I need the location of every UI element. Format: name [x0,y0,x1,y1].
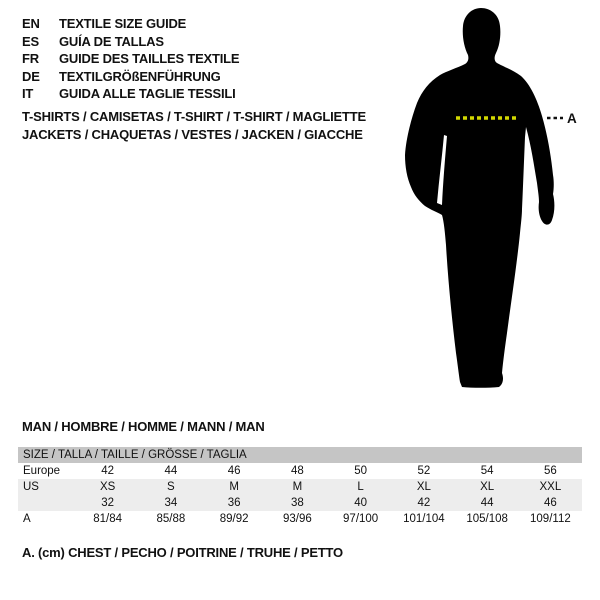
table-cell: 101/104 [403,513,445,525]
language-label: GUIDE DES TAILLES TEXTILE [59,51,240,66]
language-code: EN [22,16,40,31]
measurement-footnote: A. (cm) CHEST / PECHO / POITRINE / TRUHE / PETTO [22,545,343,560]
table-cell: XL [416,481,431,493]
language-label: GUIDA ALLE TAGLIE TESSILI [59,86,236,101]
language-row-it [22,85,239,103]
row-label: A [23,513,31,525]
table-cell: 42 [101,465,115,477]
language-list [22,15,239,103]
size-table [18,447,582,527]
table-cell: 109/112 [530,513,571,525]
table-cell: 46 [543,497,557,509]
table-row-chest [18,511,582,527]
row-label: US [23,481,39,493]
language-row-fr [22,50,239,68]
table-cell: 44 [480,497,494,509]
table-cell: 56 [543,465,557,477]
size-table-header: SIZE / TALLA / TAILLE / GRÖSSE / TAGLIA [18,447,582,463]
table-cell: 38 [290,497,304,509]
table-cell: 52 [417,465,431,477]
language-label: GUÍA DE TALLAS [59,33,164,49]
garment-categories [22,108,366,144]
table-cell: 36 [227,497,241,509]
language-code: DE [22,68,40,84]
language-row-es [22,33,239,51]
table-cell: 89/92 [219,513,249,525]
table-row-europe [18,463,582,479]
table-cell: 105/108 [466,513,508,525]
language-row-en [22,15,239,33]
table-cell: 34 [164,497,178,509]
measurement-label-a: A [567,111,577,126]
language-code: IT [22,86,34,101]
language-row-de [22,68,239,86]
language-code: FR [22,51,39,66]
man-silhouette-figure [398,5,580,397]
table-cell: 44 [164,465,178,477]
table-cell: 46 [227,465,241,477]
category-line-tshirts: T-SHIRTS / CAMISETAS / T-SHIRT / T-SHIRT / MAGLIETTE [22,109,366,124]
row-label: Europe [23,465,61,477]
table-cell: 85/88 [156,513,186,525]
table-cell: 48 [290,465,304,477]
table-cell: 42 [417,497,431,509]
table-cell: M [229,481,239,493]
table-cell: 81/84 [93,513,123,525]
table-cell: 32 [101,497,115,509]
table-cell: 50 [354,465,368,477]
table-cell: S [167,481,175,493]
language-code: ES [22,33,39,49]
table-row-us [18,479,582,495]
table-cell: XS [99,481,116,493]
man-silhouette [405,8,554,388]
language-label: TEXTILGRÖßENFÜHRUNG [59,68,221,84]
table-cell: 54 [480,465,494,477]
table-cell: M [292,481,303,493]
language-label: TEXTILE SIZE GUIDE [59,16,187,31]
table-cell: XXL [539,481,562,493]
table-cell: 40 [354,497,368,509]
category-line-jackets: JACKETS / CHAQUETAS / VESTES / JACKEN / GIACCHE [22,127,363,142]
table-cell: 97/100 [343,513,379,525]
table-cell: L [357,481,364,493]
table-row-numeric [18,495,582,511]
table-cell: XL [480,481,495,493]
row-label [18,495,76,511]
table-cell: 93/96 [282,513,312,525]
section-title: MAN / HOMBRE / HOMME / MANN / MAN [22,419,265,434]
